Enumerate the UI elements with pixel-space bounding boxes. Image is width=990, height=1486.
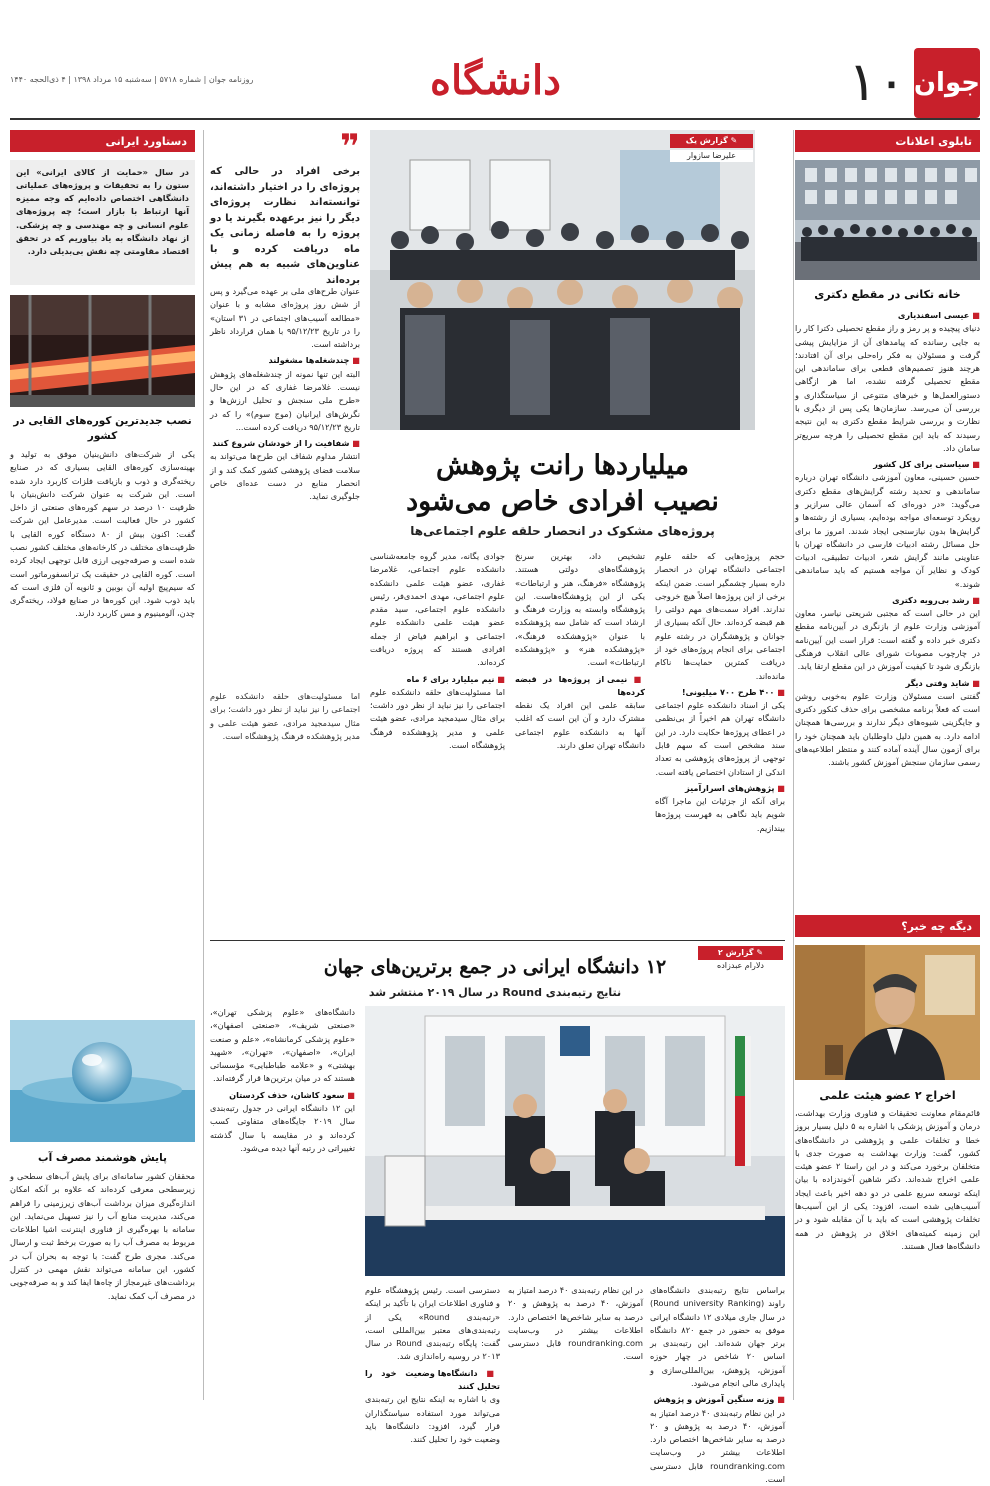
main-story-col-b-subhead-1: ■ نیمی از پروژه‌ها در قبضه کرده‌ها	[515, 673, 645, 700]
section-title: دانشگاه	[430, 57, 561, 104]
main-story	[210, 127, 785, 940]
news-box-header: دیگه چه خبر؟	[795, 915, 980, 937]
ranking-col-left-text: براساس نتایج رتبه‌بندی دانشگاه‌های راوند (Round university Ranking) در سال جاری میلادی ۱۲ دانشگاه ایرانی موفق به حضور در جمع ۸۲۰ دانشگاه برتر جهان شده‌اند. این رتبه‌بندی بر اساس ۲۰ شاخص در چهار حوزه آموزش، پژوهش، بین‌المللی‌سازی و پایداری مالی انجام می‌شود.	[650, 1285, 785, 1388]
main-headline	[370, 448, 755, 520]
official-portrait-photo	[795, 945, 980, 1080]
main-subheadline: پروژه‌های مشکوک در انحصار حلقه علوم اجتماعی‌ها	[410, 524, 715, 538]
water-drop-photo	[10, 1020, 195, 1142]
furnace-story-text: یکی از شرکت‌های دانش‌بنیان موفق به تولید و بهینه‌سازی کوره‌های القایی بسیاری که در صنایع ریخته‌گری و ذوب و بازیافت فلزات کاربرد دارد شده است. این شرکت به عنوان شرکت دانش‌بنیان با ظرفیت ۱۰ درصد در سهم کوره‌های صنعتی از داخل کشور در حال فعالیت است. مدیرعامل این شرکت گفت: اکنون بیش از ۸۰ دستگاه کوره القایی با ظرفیت‌های مختلف در کارخانه‌های مختلف کشور نصب شده است و صرفه‌جویی ارزی قابل توجهی ایجاد کرده است. کوره القایی در حقیقت یک ترانسفورماتور است که سیم‌پیچ اولیه آن بوبین و ثانویه آن فلزی است که باید ذوب شود. این کوره‌ها در صنایع فولاد، ریخته‌گری چدن، آلومینیوم و مس کاربرد دارند.	[10, 449, 196, 619]
water-story-text: محققان کشور سامانه‌ای برای پایش آب‌های سطحی و زیرسطحی معرفی کرده‌اند که علاوه بر آنکه امکان اندازه‌گیری میزان برداشت آب‌های زیرزمینی را فراهم می‌کند، مدیریت منابع آب را نیز تسهیل می‌نماید. این سامانه با بهره‌گیری از فناوری اینترنت اشیا اطلاعات مربوط به مصرف آب را به صورت برخط ثبت و ارسال می‌کند. مجری طرح گفت: با توجه به بحران آب در کشور، این سامانه می‌تواند نقش مهمی در کنترل برداشت‌های غیرمجاز از چاه‌ها ایفا کند و به صرفه‌جویی در مصرف آب کمک نماید.	[10, 1171, 195, 1301]
dateline: روزنامه جوان | شماره ۵۷۱۸ | سه‌شنبه ۱۵ مرداد ۱۳۹۸ | ۴ ذی‌الحجه ۱۴۴۰	[10, 75, 254, 84]
main-story-tag-label: گزارش یک	[685, 136, 728, 145]
ranking-col-right-text-2: این ۱۲ دانشگاه ایرانی در جدول رتبه‌بندی سال ۲۰۱۹ جایگاه‌های متفاوتی کسب کرده‌اند و در مقایسه با سال گذشته تغییراتی در رتبه آنها دیده می‌شود.	[210, 1102, 355, 1153]
ranking-story	[210, 946, 785, 1484]
ranking-story-reporter: دلارام عبدزاده	[717, 961, 764, 970]
pen-icon: ✎	[753, 948, 764, 957]
main-story-col-b-text: تشخیص داد، بهترین سرنخ پژوهشگاه‌های دولتی هستند. پژوهشگاه «فرهنگ، هنر و ارتباطات» یکی از این پژوهشگاه‌هاست. این پژوهشگاه وابسته به وزارت فرهنگ و ارشاد است که شامل سه پژوهشکده با عنوان «پژوهشکده فرهنگ»، «پژوهشکده هنر» و «پژوهشکده ارتباطات» است.	[515, 551, 645, 668]
main-story-col-a-text: حجم پروژه‌هایی که حلقه علوم اجتماعی دانشگاه تهران در انحصار داره بسیار چشمگیر است. ضمن اینکه برخی از این پروژه‌ها اصلاً هیچ خروجی ندارند. افراد سمت‌های مهم دولتی را هم قبضه کرده‌اند. حال آنکه بسیاری از جوانان و پژوهشگران در رشته علوم اجتماعی برای انجام پروژه‌های خود از دریافت کمترین حمایت‌ها ناکام مانده‌اند.	[655, 551, 785, 681]
pen-icon: ✎	[727, 136, 738, 145]
author-name: ■ عیسی اسفندیاری	[795, 309, 980, 322]
achievements-column	[10, 130, 195, 1400]
main-story-col-c-subhead-1: ■ نیم میلیارد برای ۶ ماه	[370, 673, 505, 686]
achievements-header: دستاورد ایرانی	[10, 130, 195, 152]
main-story-col-a-text-3: برای آنکه از جزئیات این ماجرا آگاه شویم باید نگاهی به فهرست پروژه‌ها بیندازیم.	[655, 796, 785, 833]
ranking-col-mid-2	[365, 1284, 500, 1445]
main-story-col-c-text: جوادی یگانه، مدیر گروه جامعه‌شناسی دانشکده علوم اجتماعی، غلامرضا غفاری، عضو هیئت علمی دانشکده علوم اجتماعی، مهدی احمدی‌فر، رئیس دانشکده علوم اجتماعی، سید مقدم عضو هیئت علمی دانشکده علوم اجتماعی و ابراهیم فیاض از جمله افرادی هستند که پروژه دریافت کرده‌اند.	[370, 551, 505, 668]
main-story-col-d-subhead-1: ■ چندشغله‌ها مشغولند	[210, 354, 360, 367]
newspaper-logo: جوان	[914, 48, 980, 118]
ranking-col-left	[650, 1284, 785, 1484]
main-story-tag	[670, 134, 753, 148]
signing-ceremony-photo	[365, 1006, 785, 1276]
bulletin-subhead-3: ■ شاید وقتی دیگر	[795, 677, 980, 690]
column-divider	[203, 130, 204, 1400]
bulletin-photo-caption: خانه تکانی در مقطع دکتری	[814, 288, 961, 301]
ranking-subhead-2: ■ دانشگاه‌ها وضعیت خود را تحلیل کنند	[365, 1367, 500, 1394]
furnace-photo	[10, 295, 195, 407]
main-story-col-d-text-3: انتشار مداوم شفاف این طرح‌ها می‌تواند به سلامت فضای پژوهشی کشور کمک کند و از انحصار منابع در دست عده‌ای خاص جلوگیری نماید.	[210, 451, 360, 502]
main-story-col-d-continued	[210, 690, 360, 940]
main-story-reporter: علیرضا سازوار	[670, 150, 753, 162]
ranking-col-mid-text: در این نظام رتبه‌بندی ۴۰ درصد امتیاز به آموزش، ۴۰ درصد به پژوهش و ۲۰ درصد به سایر شاخص‌ها اختصاص دارد. اطلاعات بیشتر در وب‌سایت roundranking.com قابل دسترسی است.	[508, 1285, 643, 1362]
main-story-col-b-text-2: سابقه علمی این افراد یک نقطه مشترک دارد و آن این است که اغلب آنها به دانشکده علوم اجتماعی دانشگاه تهران تعلق دارند.	[515, 700, 645, 750]
main-story-col-b	[515, 550, 645, 940]
story-divider	[210, 940, 785, 941]
main-story-col-d-subhead-2: ■ شفافیت را از خودشان شروع کنند	[210, 437, 360, 450]
achievements-intro: در سال «حمایت از کالای ایرانی» این ستون را به تحقیقات و پروژه‌های عملیاتی دانشگاهی اختصاص داده‌ایم که وجه ممیزه آنها ارتباط با بازار است؛ چه پروژه‌های علوم انسانی و چه مهندسی و چه پزشکی. از نهاد دانشگاه به یاد بیاوریم که در تحقق اقتصاد مقاومتی چه نقش بی‌بدیلی دارد.	[10, 160, 195, 285]
ranking-col-mid-2-text: دسترسی است. رئیس پژوهشگاه علوم و فناوری اطلاعات ایران با تأکید بر اینکه «رتبه‌بندی Round» یکی از رتبه‌بندی‌های معتبر بین‌المللی است، گفت: پایگاه رتبه‌بندی Round در سال ۲۰۱۳ در روسیه راه‌اندازی شد.	[365, 1285, 500, 1362]
news-box-title: اخراج ۲ عضو هیئت علمی	[819, 1089, 956, 1102]
ranking-col-left-text-2: در این نظام رتبه‌بندی ۴۰ درصد امتیاز به آموزش، ۴۰ درصد به پژوهش و ۲۰ درصد به سایر شاخص‌ها اختصاص دارد. اطلاعات بیشتر در وب‌سایت roundranking.com قابل دسترسی است.	[650, 1407, 785, 1484]
bulletin-text-2: حسین حسینی، معاون آموزشی دانشگاه تهران درباره ساماندهی و تحدید رشته گرایش‌های مقطع دکتری می‌گوید: «در دوره‌ای که آسمان عالی سرازیر و رویکرد توسعه‌ای مواجه بوده‌ایم، بسیاری از رشته‌ها و گرایش‌ها بدون نیاز‌سنجی ایجاد شدند. امروز ما برای حل مسائل رشته ادبیات فارسی در دانشگاه تهران با عناوینی مانند گرایش شعر، ادبیات تطبیقی، ادبیات کودک و نظایر آن مواجه هستیم که باید ساماندهی شوند.»	[795, 472, 980, 589]
furnace-story-title: نصب جدیدترین کوره‌های القایی در کشور	[13, 415, 192, 442]
bulletin-subhead-2: ■ رشد بی‌رویه دکتری	[795, 594, 980, 607]
main-headline-line-1: میلیاردها رانت پژوهش	[436, 450, 689, 481]
bulletin-text-3: این در حالی است که مجتبی شریعتی نیاسر، معاون آموزشی وزارت علوم از بازنگری در آیین‌نامه مقطع دکتری خبر داده و گفته است: قرار است این آیین‌نامه در چارچوب مصوبات شورای عالی انقلاب فرهنگی بازنگری شود تا کیفیت آموزش در این مقطع ارتقا یابد.	[795, 608, 980, 672]
ranking-col-right-text: دانشگاه‌های «علوم پزشکی تهران»، «صنعتی شریف»، «صنعتی اصفهان»، «علوم پزشکی کرمانشاه»، «علم و صنعت ایران»، «اصفهان»، «تهران»، «شهید بهشتی» و «علامه طباطبایی» مؤسساتی هستند که در میان برترین‌ها قرار گرفته‌اند.	[210, 1007, 355, 1084]
page-number: ۱۰	[847, 50, 906, 113]
bulletin-column	[795, 130, 980, 915]
water-story-title: پایش هوشمند مصرف آب	[38, 1152, 167, 1164]
main-story-col-d-text-2: البته این تنها نمونه از چندشغله‌های پژوهش نیست. غلامرضا غفاری که در این حال «طرح ملی سنجش و تحلیل ارزش‌ها و نگرش‌های ایرانیان (موج سوم)» را که در تاریخ ۹۵/۱۲/۲۳ دریافت کرده است...	[210, 368, 360, 432]
bulletin-body	[795, 306, 980, 911]
main-story-col-c	[370, 550, 505, 940]
main-story-col-a-subhead-2: ■ پژوهش‌های اسرارآمیز	[655, 782, 785, 795]
main-story-col-a-text-2: یکی از اسناد دانشکده علوم اجتماعی دانشگاه تهران هم اخیراً از بی‌نظمی در اعطای پروژه‌ها حکایت دارد. در این سند مشخص است که سهم قابل توجهی از پروژه‌های پژوهشی به تعداد اندکی از استادان اختصاص یافته است.	[655, 700, 785, 777]
main-story-col-a	[655, 550, 785, 940]
bulletin-header: تابلوی اعلانات	[795, 130, 980, 152]
news-box	[795, 915, 980, 1400]
ranking-col-right	[210, 1006, 355, 1400]
main-story-col-d-text: عنوان طرح‌های ملی بر عهده می‌گیرد و پس از شش روز پروژه‌ای مشابه و با عنوان «مطالعه آسیب‌های اجتماعی در ۳۱ استان» را در تاریخ ۹۵/۱۲/۲۳ با همان قرارداد ناظر برداشته است.	[210, 286, 360, 350]
main-story-col-d-continued-text: اما مسئولیت‌های حلقه دانشکده علوم اجتماعی را نیز نباید از نظر دور داشت؛ برای مثال سیدمجید مرادی، عضو هیئت علمی و مدیر پژوهشکده فرهنگ پژوهشگاه است.	[210, 691, 360, 741]
column-divider	[793, 130, 794, 1400]
main-story-col-c-text-2: اما مسئولیت‌های حلقه دانشکده علوم اجتماعی را نیز نباید از نظر دور داشت؛ برای مثال سیدمجید مرادی، عضو هیئت علمی و مدیر پژوهشکده فرهنگ پژوهشگاه است.	[370, 686, 505, 750]
main-headline-line-2: نصیب افرادی خاص می‌شود	[406, 486, 719, 517]
quote-mark-icon: ❞	[340, 127, 360, 167]
news-box-text: قائم‌مقام معاونت تحقیقات و فناوری وزارت بهداشت، درمان و آموزش پزشکی با اشاره به ۵ دلیل بسیار بروز خطا و تخلفات علمی و پژوهشی در دانشگاه‌های کشور، گفت: وزارت بهداشت به صورت جدی با متخلفان برخورد می‌کند و در این راستا ۲ عضو هیئت علمی اخراج شده‌اند. دکتر شاهین آخوندزاده با بیان اینکه توسعه سریع علمی در دو دهه اخیر باعث ایجاد آسیب‌هایی شده است، افزود: یکی از این آسیب‌ها تخلفات پژوهشی است که باید با آن مقابله شود و در این زمینه کمیته‌های اخلاق در پژوهش در همه دانشگاه‌ها فعال هستند.	[795, 1108, 980, 1251]
pull-quote	[210, 127, 360, 286]
ranking-story-tag-label: گزارش ۲	[717, 948, 754, 957]
ranking-subhead-3: ■ وزنه سنگین آموزش و پژوهش	[650, 1393, 785, 1406]
bulletin-subhead-1: ■ سیاستی برای کل کشور	[795, 458, 980, 471]
bulletin-text-1: دنیای پیچیده و پر رمز و راز مقطع تحصیلی دکترا کار را به جایی رسانده که پیامدهای آن از مزایایش پیشی گرفت و مسئولان به فکر راه‌حلی برای آن افتادند؛ هرچند هنوز تصمیم‌های قطعی برای ساماندهی این مقطع تحصیلی گرفته نشده، اما هر ازگاهی دستورالعمل‌ها و خبرهای متنوعی از سیاستگذاری و بررسی آن می‌رسد. سازمان‌ها یکی پس از دیگری با نظارت و بررسی شرایط مقطع دکتری به این نتیجه رسیدند که باید این مقطع تحصیلی را هرچه سریع‌تر سامان داد.	[795, 323, 980, 453]
pull-quote-text: برخی افراد در حالی که پروژه‌ای را در اختیار داشته‌اند، توانسته‌اند نظارت پروژه‌ای دیگر را نیز برعهده بگیرند یا دو پروژه را به فاصله زمانی یک ماه دریافت کرده و با عناوین‌های شبیه به هم پیش برده‌اند	[210, 166, 360, 286]
ranking-story-tag	[698, 946, 783, 960]
meeting-photo	[370, 130, 755, 430]
crowd-photo	[795, 160, 980, 280]
main-story-col-a-subhead-1: ■ ۴۰۰ طرح ۷۰۰ میلیونی!	[655, 686, 785, 699]
ranking-subhead-1: ■ سعود کاشان، حذف کردستان	[210, 1089, 355, 1102]
ranking-subheadline: نتایج رتبه‌بندی Round در سال ۲۰۱۹ منتشر شد	[368, 986, 622, 999]
ranking-col-mid	[508, 1284, 643, 1400]
page-header	[10, 44, 980, 120]
ranking-col-mid-2-text-2: وی با اشاره به اینکه نتایج این رتبه‌بندی می‌تواند مورد استفاده سیاستگذاران قرار گیرد، افزود: دانشگاه‌ها باید وضعیت خود را تحلیل کنند.	[365, 1394, 500, 1445]
bulletin-text-4: گفتنی است مسئولان وزارت علوم به‌خوبی روشن است که فعلاً برنامه مشخصی برای حذف کنکور دکتری و جایگزینی شیوه‌های دیگر ندارند و بررسی‌ها همچنان ادامه دارد. به همین دلیل داوطلبان باید همچنان خود را برای آزمون سال آینده آماده کنند و منتظر اطلاعیه‌های رسمی سازمان سنجش آموزش کشور باشند.	[795, 690, 980, 768]
ranking-headline: ۱۲ دانشگاه ایرانی در جمع برترین‌های جهان	[323, 956, 667, 978]
main-story-col-d	[210, 285, 360, 677]
